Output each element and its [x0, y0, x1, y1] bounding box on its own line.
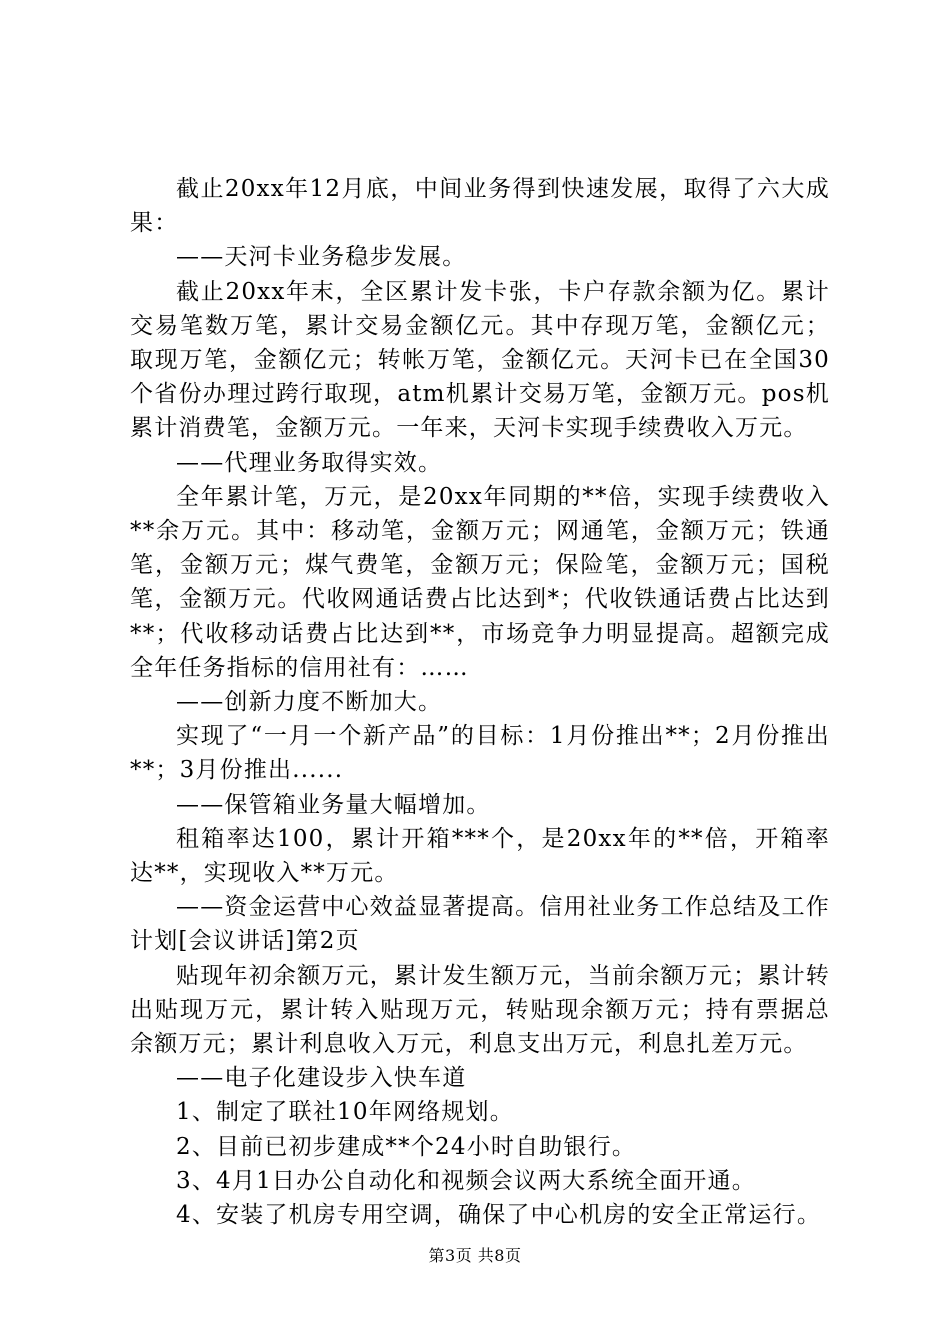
list-item-network-plan: 1、制定了联社10年网络规划。	[176, 1099, 514, 1126]
paragraph-innovation: 实现了“一月一个新产品”的目标：1月份推出**；2月份推出**；3月份推出......	[130, 723, 830, 784]
heading-innovation: ——创新力度不断加大。	[176, 689, 443, 716]
heading-fund-operation: ——资金运营中心效益显著提高。信用社业务工作总结及工作计划[会议讲话]第2页	[130, 894, 830, 955]
paragraph-safe-deposit: 租箱率达100，累计开箱***个，是20xx年的**倍，开箱率达**，实现收入**万元。	[130, 825, 830, 887]
paragraph-intro: 截止20xx年12月底，中间业务得到快速发展，取得了六大成果：	[130, 176, 830, 237]
document-body	[130, 172, 830, 1232]
heading-agency-business: ——代理业务取得实效。	[176, 449, 443, 476]
heading-tianhe-card: ——天河卡业务稳步发展。	[176, 244, 467, 271]
paragraph-tianhe-card: 截止20xx年末，全区累计发卡张，卡户存款余额为亿。累计交易笔数万笔，累计交易金额亿元。其中存现万笔，金额亿元；取现万笔，金额亿元；转帐万笔，金额亿元。天河卡已在全国30个省份办理过跨行取现，atm机累计交易万笔，金额万元。pos机累计消费笔，金额万元。一年来，天河卡实现手续费收入万元。	[130, 278, 830, 442]
paragraph-discount: 贴现年初余额万元，累计发生额万元，当前余额万元；累计转出贴现万元，累计转入贴现万元，转贴现余额万元；持有票据总余额万元；累计利息收入万元，利息支出万元，利息扎差万元。	[130, 962, 830, 1058]
heading-electronic: ——电子化建设步入快车道	[176, 1065, 467, 1092]
list-item-self-service: 2、目前已初步建成**个24小时自助银行。	[176, 1133, 637, 1160]
list-item-air-conditioning: 4、安装了机房专用空调，确保了中心机房的安全正常运行。	[176, 1202, 822, 1229]
paragraph-agency-business: 全年累计笔，万元，是20xx年同期的**倍，实现手续费收入**余万元。其中：移动笔，金额万元；网通笔，金额万元；铁通笔，金额万元；煤气费笔，金额万元；保险笔，金额万元；国税笔，金额万元。代收网通话费占比达到*；代收铁通话费占比达到**；代收移动话费占比达到**，市场竞争力明显提高。超额完成全年任务指标的信用社有：……	[130, 483, 830, 681]
page-number-footer: 第3页 共8页	[428, 1246, 522, 1265]
list-item-office-automation: 3、4月1日办公自动化和视频会议两大系统全面开通。	[176, 1167, 756, 1194]
heading-safe-deposit: ——保管箱业务量大幅增加。	[176, 791, 491, 818]
